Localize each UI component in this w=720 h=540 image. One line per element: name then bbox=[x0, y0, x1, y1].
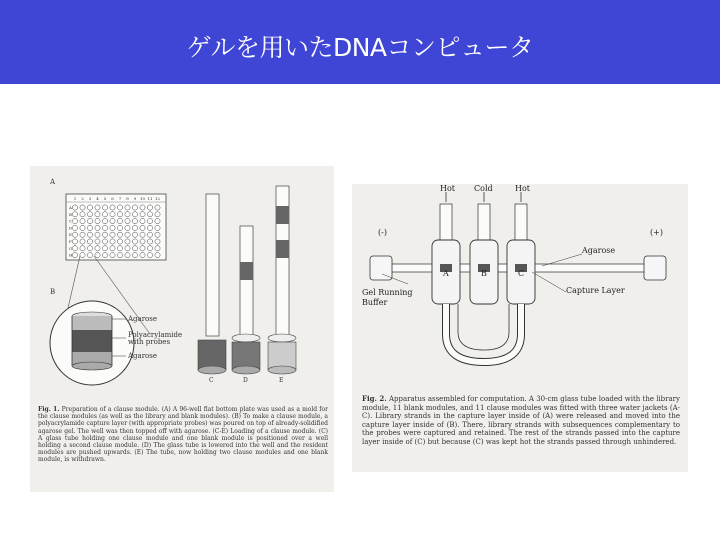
fig1-panel-a-letter: A bbox=[50, 178, 56, 186]
right-buffer-chamber bbox=[644, 256, 666, 280]
fig1-panel-b-letter: B bbox=[50, 288, 56, 296]
plate-well bbox=[117, 246, 122, 251]
plate-well bbox=[132, 239, 137, 244]
figure-2-caption-label: Fig. 2. bbox=[362, 394, 387, 403]
plate-well bbox=[125, 253, 130, 258]
figure-2-apparatus bbox=[352, 184, 688, 472]
jacket-c bbox=[507, 204, 535, 304]
figure-1-caption bbox=[38, 406, 328, 464]
plate-well bbox=[102, 239, 107, 244]
plate-well bbox=[95, 225, 100, 230]
plate-col-label: 12 bbox=[154, 196, 161, 201]
plate-well bbox=[155, 225, 160, 230]
jacket-b bbox=[470, 204, 498, 304]
plate-well bbox=[72, 205, 77, 210]
plate-well bbox=[140, 212, 145, 217]
plate-well bbox=[80, 253, 85, 258]
plate-well bbox=[155, 239, 160, 244]
figure-1-caption-label: Fig. 1. bbox=[38, 406, 60, 413]
plate-well bbox=[102, 205, 107, 210]
tube-e bbox=[268, 186, 296, 374]
plate-row-label: B bbox=[69, 211, 72, 217]
tube-d bbox=[232, 226, 260, 374]
plate-row-label: D bbox=[69, 225, 73, 231]
plate-well bbox=[147, 246, 152, 251]
plate-well bbox=[95, 205, 100, 210]
plate-well bbox=[102, 232, 107, 237]
label-hot-left: Hot bbox=[440, 184, 456, 193]
plate-well bbox=[117, 225, 122, 230]
plate-row-label: H bbox=[69, 252, 73, 258]
plate-row-label: E bbox=[69, 232, 72, 238]
plate-col-label: 10 bbox=[139, 196, 146, 201]
plate-well bbox=[87, 246, 92, 251]
plate-col-label: 2 bbox=[81, 196, 84, 201]
plate-well bbox=[140, 239, 145, 244]
plate-well bbox=[132, 246, 137, 251]
plate-well bbox=[147, 205, 152, 210]
plate-well bbox=[95, 212, 100, 217]
plate-well bbox=[95, 246, 100, 251]
plate-well bbox=[102, 212, 107, 217]
plate-well bbox=[110, 246, 115, 251]
plate-well bbox=[140, 253, 145, 258]
plate-well bbox=[80, 205, 85, 210]
plate-well bbox=[155, 205, 160, 210]
plate-well bbox=[147, 212, 152, 217]
label-cold: Cold bbox=[474, 184, 493, 193]
plate-col-label: 11 bbox=[147, 196, 153, 201]
slide-header bbox=[0, 0, 720, 84]
tube-label-e: E bbox=[279, 377, 284, 384]
plate-row-label: F bbox=[69, 239, 72, 244]
plate-well bbox=[155, 232, 160, 237]
plate-well bbox=[72, 225, 77, 230]
plate-well bbox=[117, 232, 122, 237]
plate-well bbox=[110, 212, 115, 217]
plate-well bbox=[125, 246, 130, 251]
plate-well bbox=[80, 246, 85, 251]
label-hot-right: Hot bbox=[515, 184, 531, 193]
plate-col-label: 7 bbox=[118, 196, 122, 201]
label-agarose-top: Agarose bbox=[128, 315, 158, 323]
jacket-letter-c: C bbox=[518, 269, 525, 278]
plate-well bbox=[117, 253, 122, 258]
figure-2-caption bbox=[362, 395, 680, 447]
figure-1-caption-text: Preparation of a clause module. (A) A 96-well flat bottom plate was used as a mold for the clause modules (as well as the library and blank modules). (B) To make a clause module, a polyacrylamide capture layer (with appropriate probes) was poured on top of already-solidified agarose gel. The well was then topped off with agarose. (C-E) Loading of a clause module. (C) A glass tube holding one clause module and one blank module is positioned over a well holding a second clause module. (D) The glass tube is lowered into the well and the resident modules are pushed upwards. (E) The tube, now holding two clause modules and one blank module, is withdrawn. bbox=[38, 406, 328, 464]
label-capture-layer: Capture Layer bbox=[566, 286, 625, 295]
plate-well bbox=[72, 253, 77, 258]
plate-well bbox=[155, 219, 160, 224]
plate-well bbox=[87, 253, 92, 258]
plate-well bbox=[132, 219, 137, 224]
plate-well bbox=[140, 225, 145, 230]
plate-row-label: C bbox=[69, 218, 73, 224]
plate-well bbox=[80, 232, 85, 237]
label-polyacrylamide: Polyacrylamide with probes bbox=[128, 331, 183, 346]
plate-well bbox=[110, 239, 115, 244]
figure-2-caption-text: Apparatus assembled for computation. A 30-cm glass tube loaded with the library module, 11 blank modules, and 11 clause modules was fitted with three water jackets (A-C). Library strands in the capture layer inside of (A) were released and moved into the capture layer inside of (B). There, library strands with subsequences complementary to the probes were captured and retained. The rest of the strands passed into the capture layer inside of (C) but because (C) was kept hot the strands passed through unhindered. bbox=[362, 395, 680, 446]
plate-well bbox=[110, 232, 115, 237]
plate-well bbox=[95, 232, 100, 237]
plate-well bbox=[72, 246, 77, 251]
plate-well bbox=[87, 205, 92, 210]
plate-well bbox=[132, 225, 137, 230]
plate-well bbox=[125, 225, 130, 230]
plate-well bbox=[155, 253, 160, 258]
plate-well bbox=[117, 219, 122, 224]
plate-well bbox=[147, 219, 152, 224]
plate-col-label: 5 bbox=[103, 196, 107, 201]
label-positive-electrode: (+) bbox=[650, 228, 663, 237]
plate-well bbox=[132, 212, 137, 217]
magnified-well bbox=[50, 301, 134, 385]
plate-well bbox=[102, 225, 107, 230]
plate-well bbox=[132, 253, 137, 258]
jacket-letter-a: A bbox=[443, 269, 449, 278]
plate-col-label: 8 bbox=[126, 196, 129, 201]
figure-1-gel-module-preparation bbox=[30, 166, 334, 492]
plate-well bbox=[147, 253, 152, 258]
plate-well bbox=[80, 212, 85, 217]
plate-well bbox=[87, 212, 92, 217]
plate-well bbox=[80, 239, 85, 244]
label-gel-running-buffer: Gel Running Buffer bbox=[362, 288, 413, 307]
tube-label-d: D bbox=[243, 377, 248, 384]
plate-well bbox=[125, 219, 130, 224]
plate-well bbox=[132, 205, 137, 210]
plate-col-label: 9 bbox=[133, 196, 137, 201]
plate-well bbox=[140, 232, 145, 237]
label-agarose: Agarose bbox=[582, 246, 616, 255]
plate-well bbox=[117, 239, 122, 244]
jacket-letter-b: B bbox=[481, 269, 487, 278]
plate-col-label: 1 bbox=[73, 196, 77, 201]
plate-well bbox=[125, 205, 130, 210]
plate-well bbox=[140, 205, 145, 210]
figure-1-illustration bbox=[30, 166, 334, 406]
plate-well bbox=[147, 232, 152, 237]
plate-well bbox=[102, 219, 107, 224]
plate-well bbox=[125, 239, 130, 244]
plate-well bbox=[117, 212, 122, 217]
plate-well bbox=[72, 212, 77, 217]
plate-well bbox=[110, 225, 115, 230]
plate-row-label: G bbox=[69, 245, 73, 251]
plate-col-label: 6 bbox=[111, 196, 114, 201]
tube-c bbox=[198, 194, 226, 374]
plate-well bbox=[132, 232, 137, 237]
plate-well bbox=[125, 212, 130, 217]
plate-well bbox=[72, 219, 77, 224]
plate-well bbox=[95, 253, 100, 258]
plate-well bbox=[140, 246, 145, 251]
plate-well bbox=[147, 239, 152, 244]
plate-well bbox=[140, 219, 145, 224]
plate-well bbox=[87, 239, 92, 244]
slide-title: ゲルを用いたDNAコンピュータ bbox=[186, 33, 534, 62]
plate-well bbox=[87, 219, 92, 224]
plate-well bbox=[95, 219, 100, 224]
plate-col-label: 3 bbox=[88, 196, 92, 201]
plate-row-label: A bbox=[69, 205, 72, 210]
plate-well bbox=[95, 239, 100, 244]
label-agarose-bottom: Agarose bbox=[128, 352, 158, 360]
plate-well bbox=[147, 225, 152, 230]
plate-well bbox=[117, 205, 122, 210]
plate-well bbox=[87, 232, 92, 237]
plate-well bbox=[72, 232, 77, 237]
plate-well bbox=[80, 219, 85, 224]
plate-well bbox=[72, 239, 77, 244]
tube-label-c: C bbox=[209, 377, 214, 384]
plate-well bbox=[110, 219, 115, 224]
plate-well bbox=[87, 225, 92, 230]
plate-well bbox=[102, 253, 107, 258]
plate-well bbox=[155, 246, 160, 251]
plate-col-label: 4 bbox=[96, 196, 99, 201]
plate-well bbox=[155, 212, 160, 217]
jacket-a bbox=[432, 204, 460, 304]
plate-well bbox=[110, 205, 115, 210]
label-negative-electrode: (-) bbox=[378, 228, 387, 237]
plate-well bbox=[102, 246, 107, 251]
plate-well bbox=[80, 225, 85, 230]
well-plate bbox=[66, 194, 166, 260]
plate-well bbox=[110, 253, 115, 258]
plate-well bbox=[125, 232, 130, 237]
